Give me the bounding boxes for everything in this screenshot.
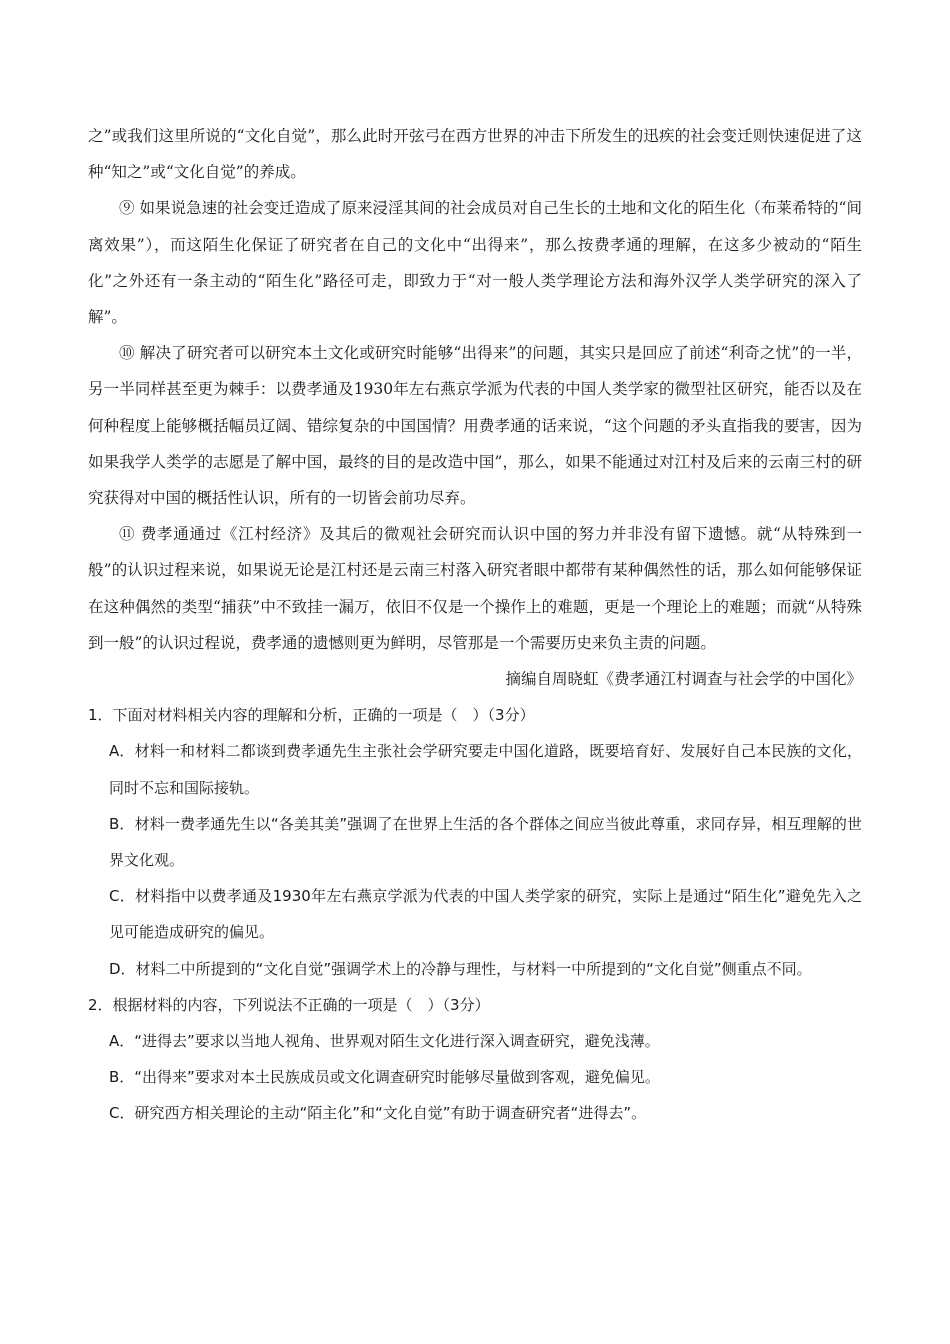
article-paragraph-continued: 之”或我们这里所说的“文化自觉”，那么此时开弦弓在西方世界的冲击下所发生的迅疾的社会变迁则快速促进了这种“知之”或“文化自觉”的养成。: [88, 127, 862, 182]
question-2: [88, 987, 862, 1132]
article-paragraph-11: ⑪ 费孝通通过《江村经济》及其后的微观社会研究而认识中国的努力并非没有留下遗憾。就“从特殊到一般”的认识过程来说，如果说无论是江村还是云南三村落入研究者眼中都带有某种偶然性的话，那么如何能够保证在这种偶然的类型“捕获”中不致挂一漏万，依旧不仅是一个操作上的难题，更是一个理论上的难题；而就“从特殊到一般”的认识过程说，费孝通的遗憾则更为鲜明，尽管那是一个需要历史来负主责的问题。: [88, 525, 862, 652]
question-option: D．材料二中所提到的“文化自觉”强调学术上的冷静与理性，与材料一中所提到的“文化自觉”侧重点不同。: [109, 959, 812, 978]
question-option: B．材料一费孝通先生以“各美其美”强调了在世界上生活的各个群体之间应当彼此尊重，求同存异，相互理解的世界文化观。: [109, 814, 862, 870]
article-source: 摘编自周晓虹《费孝通江村调查与社会学的中国化》: [505, 670, 862, 689]
article-paragraph-9: ⑨ 如果说急速的社会变迁造成了原来浸淫其间的社会成员对自己生长的土地和文化的陌生化（布莱希特的“间离效果”），而这陌生化保证了研究者在自己的文化中“出得来”，那么按费孝通的理解，在这多少被动的“陌生化”之外还有一条主动的“陌生化”路径可走，即致力于“对一般人类学理论方法和海外汉学人类学研究的深入了解”。: [88, 199, 862, 327]
question-stem: 2．根据材料的内容，下列说法不正确的一项是（ ）（3分）: [88, 995, 490, 1014]
question-option: C．材料指中以费孝通及1930年左右燕京学派为代表的中国人类学家的研究，实际上是通过“陌生化”避免先入之见可能造成研究的偏见。: [109, 887, 862, 942]
question-option: B．“出得来”要求对本土民族成员或文化调查研究时能够尽量做到客观，避免偏见。: [109, 1068, 660, 1087]
question-stem: 1．下面对材料相关内容的理解和分析，正确的一项是（ ）（3分）: [88, 706, 535, 725]
article-paragraph-10: ⑩ 解决了研究者可以研究本土文化或研究时能够“出得来”的问题，其实只是回应了前述“利奇之忧”的一半，另一半同样甚至更为棘手：以费孝通及1930年左右燕京学派为代表的中国人类学家的微型社区研究，能否以及在何种程度上能够概括幅员辽阔、错综复杂的中国国情？用费孝通的话来说，“这个问题的矛头直指我的要害，因为如果我学人类学的志愿是了解中国，最终的目的是改造中国”，那么，如果不能通过对江村及后来的云南三村的研究获得对中国的概括性认识，所有的一切皆会前功尽弃。: [88, 344, 862, 508]
question-option: A．“进得去”要求以当地人视角、世界观对陌生文化进行深入调查研究，避免浅薄。: [109, 1032, 660, 1051]
question-1: [88, 697, 862, 987]
question-option: A．材料一和材料二都谈到费孝通先生主张社会学研究要走中国化道路，既要培育好、发展好自己本民族的文化，同时不忘和国际接轨。: [109, 742, 862, 797]
question-option: C．研究西方相关理论的主动“陌主化”和“文化自觉”有助于调查研究者“进得去”。: [109, 1104, 647, 1123]
